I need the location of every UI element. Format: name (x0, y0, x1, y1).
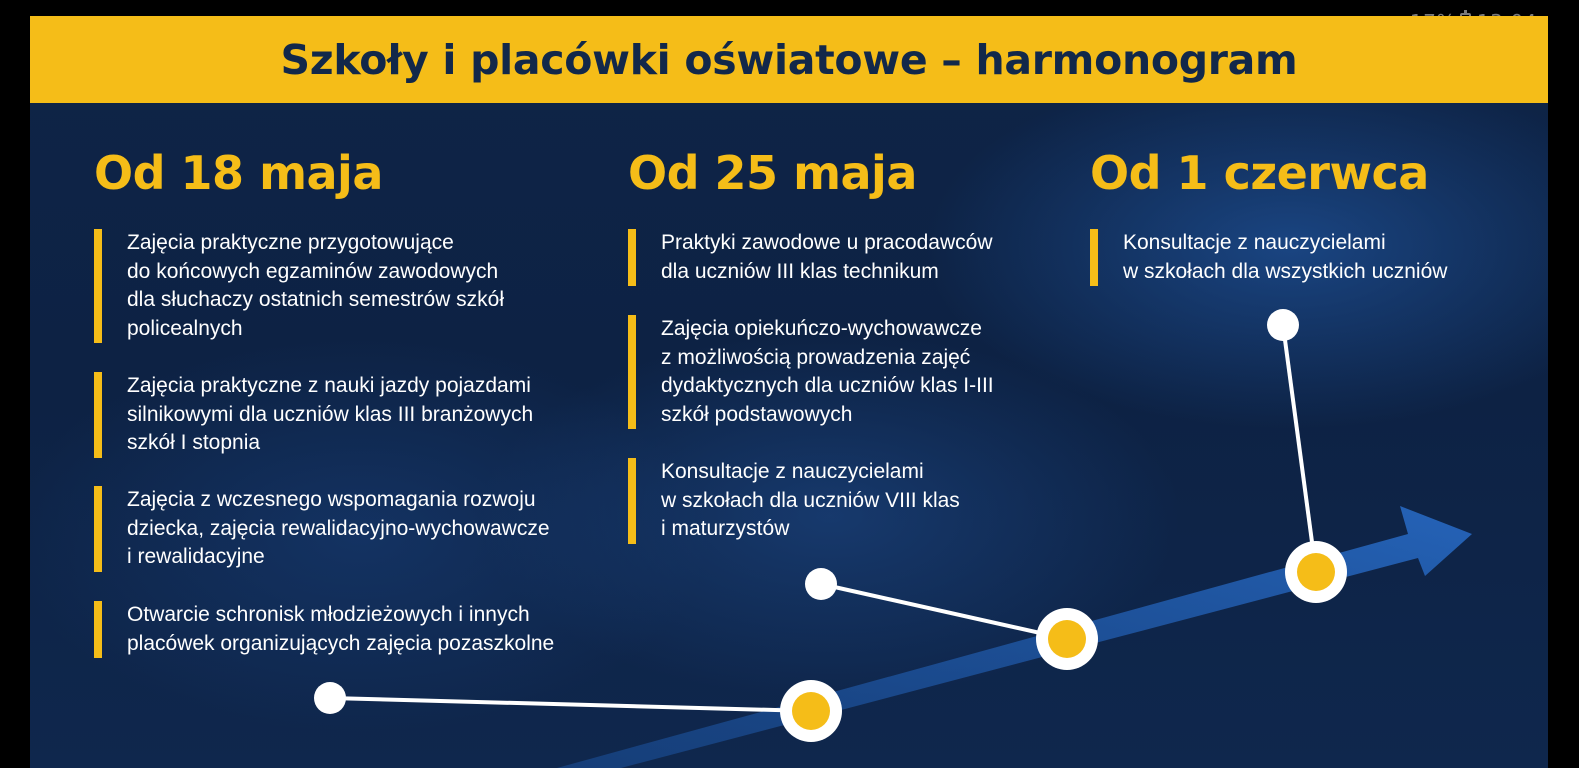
timeline-arrow (557, 506, 1472, 768)
connector-line-3 (1283, 325, 1316, 572)
schedule-item: Konsultacje z nauczycielami w szkołach dla uczniów VIII klas i maturzystów (628, 458, 960, 544)
connector-dot-3 (1267, 309, 1299, 341)
milestone-marker-2 (1036, 608, 1098, 670)
connector-dot-2 (805, 568, 837, 600)
schedule-item: Zajęcia opiekuńczo-wychowawcze z możliwością prowadzenia zajęć dydaktycznych dla uczniów klas I-III szkół podstawowych (628, 315, 994, 429)
schedule-item: Konsultacje z nauczycielami w szkołach dla wszystkich uczniów (1090, 229, 1447, 286)
column-title-18-maja: Od 18 maja (94, 146, 383, 200)
column-title-25-maja: Od 25 maja (628, 146, 917, 200)
page-title: Szkoły i placówki oświatowe – harmonogram (280, 35, 1298, 84)
schedule-item: Otwarcie schronisk młodzieżowych i innych placówek organizujących zajęcia pozaszkolne (94, 601, 554, 658)
schedule-item: Zajęcia praktyczne przygotowujące do końcowych egzaminów zawodowych dla słuchaczy ostatnich semestrów szkół policealnych (94, 229, 504, 343)
title-banner (30, 16, 1548, 103)
milestone-marker-1 (780, 680, 842, 742)
milestone-marker-3 (1285, 541, 1347, 603)
schedule-item: Praktyki zawodowe u pracodawców dla uczniów III klas technikum (628, 229, 993, 286)
schedule-item: Zajęcia praktyczne z nauki jazdy pojazdami silnikowymi dla uczniów klas III branżowych szkół I stopnia (94, 372, 533, 458)
column-title-1-czerwca: Od 1 czerwca (1090, 146, 1429, 200)
schedule-item: Zajęcia z wczesnego wspomagania rozwoju dziecka, zajęcia rewalidacyjno-wychowawcze i rewalidacyjne (94, 486, 550, 572)
connector-line-2 (821, 584, 1067, 639)
connector-dot-1 (314, 682, 346, 714)
connector-line-1 (330, 698, 811, 711)
infographic-slide (30, 16, 1548, 768)
